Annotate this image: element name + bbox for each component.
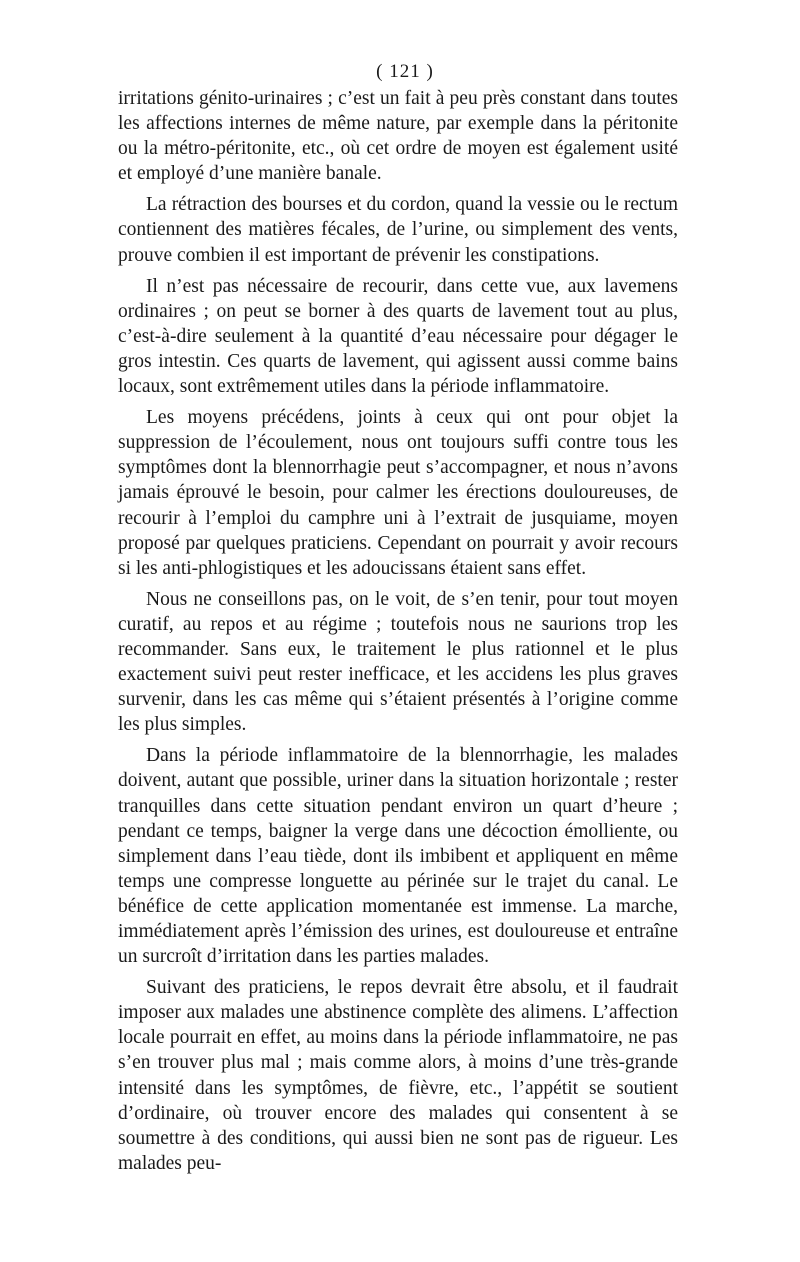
paragraph-6: Dans la période inflammatoire de la blennorrhagie, les malades doivent, autant que possible, uriner dans la situation horizontale ; rester tranquilles dans cette situation pendant environ un quart d’heure ; pendant ce temps, baigner la verge dans une décoction émolliente, ou simplement dans l’eau tiède, dont ils imbibent et appliquent en même temps une compresse longuette au périnée sur le trajet du canal. Le bénéfice de cette application momentanée est immense. La marche, immédiatement après l’émission des urines, est douloureuse et entraîne un surcroît d’irritation dans les parties malades. [118,745,678,968]
paragraph-1: irritations génito-urinaires ; c’est un fait à peu près constant dans toutes les affections internes de même nature, par exemple dans la péritonite ou la métro-péritonite, etc., où cet ordre de moyen est également usité et employé d’une manière banale. [118,88,678,185]
paragraph-3: Il n’est pas nécessaire de recourir, dans cette vue, aux lavemens ordinaires ; on peut se borner à des quarts de lavement tout au plus, c’est-à-dire seulement à la quantité d’eau nécessaire pour dégager le gros intestin. Ces quarts de lavement, qui agissent aussi comme bains locaux, sont extrêmement utiles dans la période inflammatoire. [118,275,678,398]
paragraph-7: Suivant des praticiens, le repos devrait être absolu, et il faudrait imposer aux malades une abstinence complète des alimens. L’affection locale pourrait en effet, au moins dans la période inflammatoire, ne pas s’en trouver plus mal ; mais comme alors, à moins d’une très-grande intensité dans les symptômes, de fièvre, etc., l’appétit se soutient d’ordinaire, où trouver encore des malades qui consentent à se soumettre à des conditions, qui aussi bien ne sont pas de rigueur. Les malades peu- [118,977,678,1174]
paragraph-4: Les moyens précédens, joints à ceux qui ont pour objet la suppression de l’écoulement, nous ont toujours suffi contre tous les symptômes dont la blennorrhagie peut s’accompagner, et nous n’avons jamais éprouvé le besoin, pour calmer les érections douloureuses, de recourir à l’emploi du camphre uni à l’extrait de jusquiame, moyen proposé par quelques praticiens. Cependant on pourrait y avoir recours si les anti-phlogistiques et les adoucissans étaient sans effet. [118,407,678,579]
page-body [118,60,678,1182]
paragraph-2: La rétraction des bourses et du cordon, quand la vessie ou le rectum contiennent des matières fécales, de l’urine, ou simplement des vents, prouve combien il est important de prévenir les constipations. [118,194,678,266]
page-number: ( 121 ) [376,61,434,82]
paragraph-5: Nous ne conseillons pas, on le voit, de s’en tenir, pour tout moyen curatif, au repos et au régime ; toutefois nous ne saurions trop les recommander. Sans eux, le traitement le plus rationnel et le plus exactement suivi peut rester inefficace, et les accidens les plus graves survenir, dans les cas même qui s’étaient présentés à l’origine comme les plus simples. [118,588,678,736]
